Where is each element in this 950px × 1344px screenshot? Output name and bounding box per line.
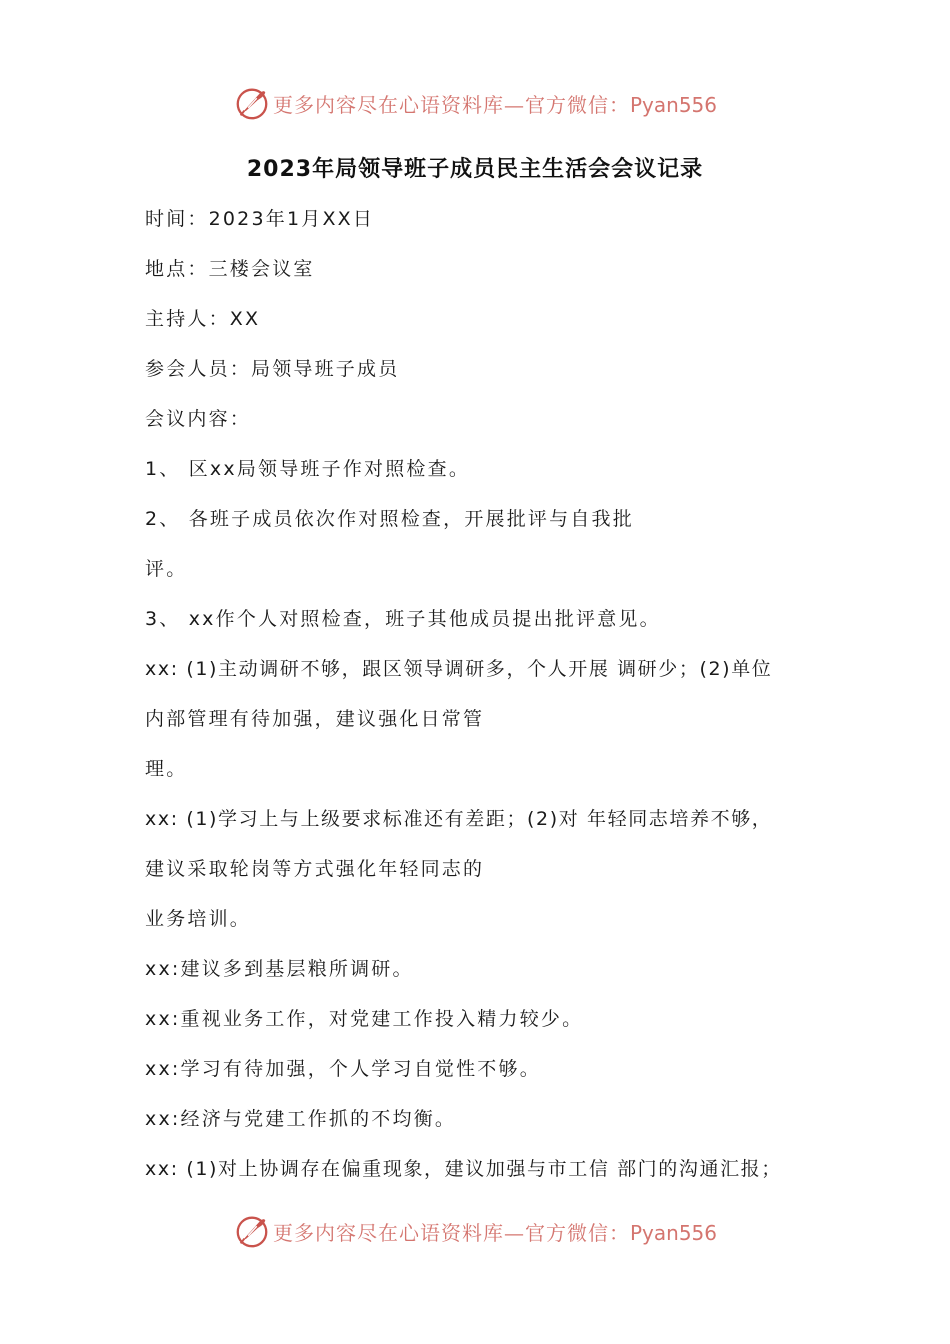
meeting-time: 时间：2023年1月XX日 — [145, 208, 375, 230]
criticism-entry: xx: (1)对上协调存在偏重现象，建议加强与市工信 部门的沟通汇报； — [145, 1158, 782, 1180]
criticism-entry: xx:建议多到基层粮所调研。 — [145, 958, 414, 980]
feather-pen-circle-icon — [233, 1212, 271, 1250]
criticism-entry-continued: 内部管理有待加强，建议强化日常管 — [145, 708, 485, 730]
header-watermark — [0, 84, 950, 122]
criticism-entry: xx: (1)主动调研不够，跟区领导调研多，个人开展 调研少；(2)单位 — [145, 658, 773, 680]
watermark-text: 更多内容尽在心语资料库—官方微信：Pyan556 — [272, 1220, 717, 1245]
feather-pen-circle-icon — [233, 84, 271, 122]
agenda-item: 1、 区xx局领导班子作对照检查。 — [145, 458, 471, 480]
watermark-text: 更多内容尽在心语资料库—官方微信：Pyan556 — [272, 92, 717, 117]
criticism-entry: xx:学习有待加强，个人学习自觉性不够。 — [145, 1058, 541, 1080]
document-body — [145, 200, 835, 1200]
agenda-item: 2、 各班子成员依次作对照检查，开展批评与自我批 — [145, 508, 634, 530]
footer-watermark — [0, 1212, 950, 1250]
document-title: 2023年局领导班子成员民主生活会会议记录 — [246, 157, 704, 182]
criticism-entry-continued: 建议采取轮岗等方式强化年轻同志的 — [145, 858, 485, 880]
criticism-entry: xx:重视业务工作，对党建工作投入精力较少。 — [145, 1008, 584, 1030]
meeting-content-heading: 会议内容： — [145, 408, 252, 430]
meeting-host: 主持人：XX — [145, 308, 261, 330]
agenda-item-continued: 评。 — [145, 558, 188, 580]
criticism-entry: xx: (1)学习上与上级要求标准还有差距；(2)对 年轻同志培养不够， — [145, 808, 773, 830]
meeting-location: 地点：三楼会议室 — [145, 258, 315, 280]
agenda-item: 3、 xx作个人对照检查，班子其他成员提出批评意见。 — [145, 608, 661, 630]
criticism-entry-continued: 业务培训。 — [145, 908, 252, 930]
criticism-entry-continued: 理。 — [145, 758, 188, 780]
meeting-attendees: 参会人员：局领导班子成员 — [145, 358, 400, 380]
criticism-entry: xx:经济与党建工作抓的不均衡。 — [145, 1108, 457, 1130]
